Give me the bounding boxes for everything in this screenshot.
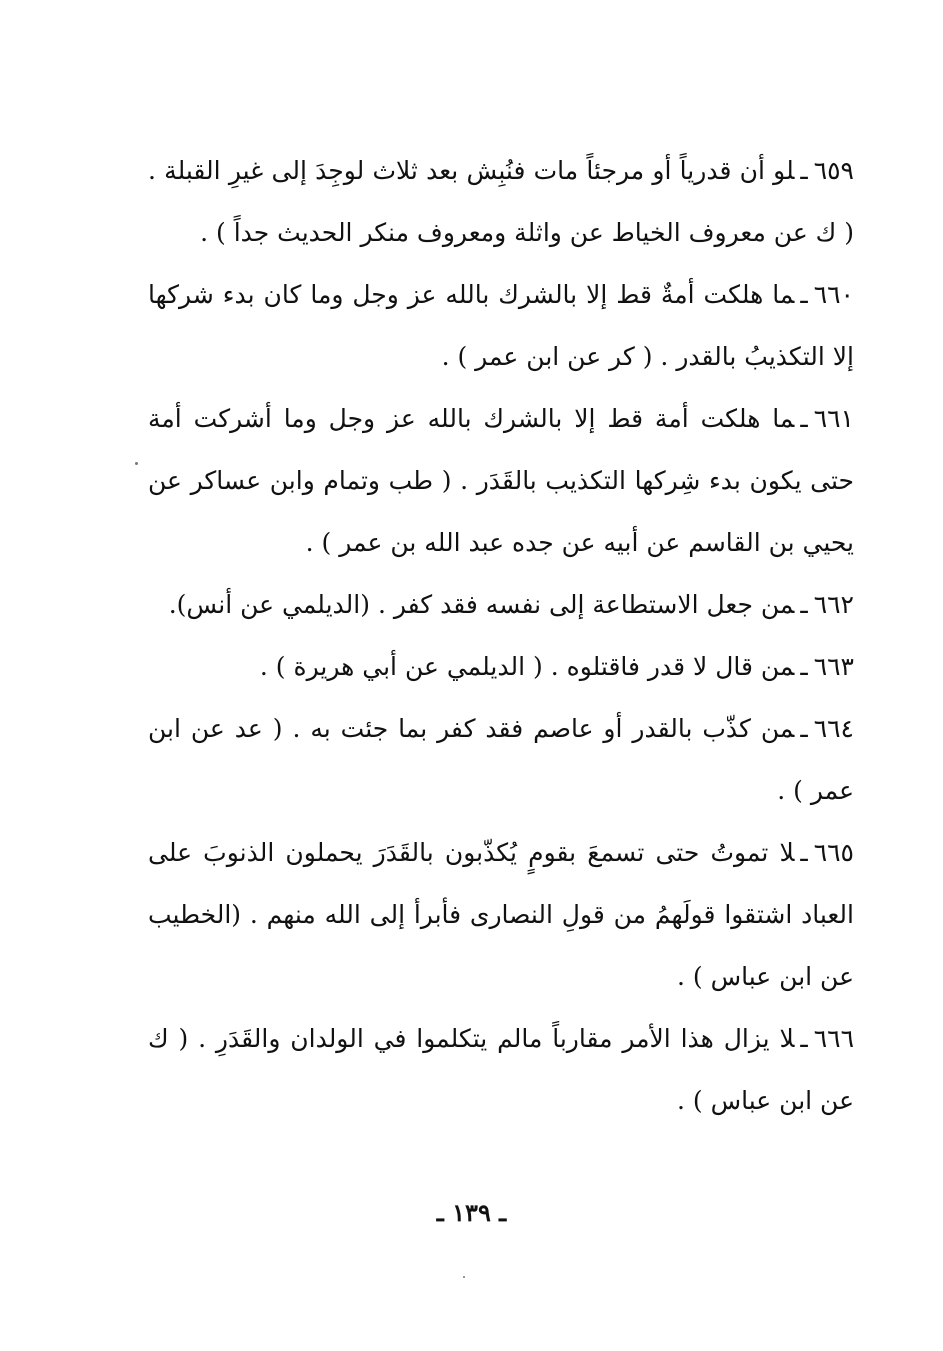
entry-text: من جعل الاستطاعة إلى نفسه فقد كفر . <box>377 590 795 619</box>
entry-number: ٦٥٩ <box>813 156 854 185</box>
entry-number: ٦٦٠ <box>813 280 854 309</box>
entry-number: ٦٦٢ <box>813 590 854 619</box>
entry-separator: ـ <box>800 280 808 309</box>
entry-text: ما هلكت أمةٌ قط إلا بالشرك بالله عز وجل وما كان بدء شركها إلا التكذيبُ بالقدر . <box>148 280 854 371</box>
entry-source: (الخطيب عن ابن عباس ) . <box>148 900 854 991</box>
entry-number: ٦٦٦ <box>813 1024 855 1053</box>
entry-separator: ـ <box>800 156 808 185</box>
entry-text: لو أن قدرياً أو مرجئاً مات فنُبِش بعد ثلاث لوجِدَ إلى غيرِ القبلة . <box>148 156 795 185</box>
hadith-entry-664 <box>148 698 854 822</box>
entry-text: ما هلكت أمة قط إلا بالشرك بالله عز وجل وما أشركت أمة حتى يكون بدء شِركها التكذيب بالقَدَر . <box>148 404 855 495</box>
hadith-entry-666 <box>148 1008 854 1132</box>
hadith-entry-660 <box>148 264 854 388</box>
hadith-entry-665 <box>148 822 854 1008</box>
entry-source: ( عد عن ابن عمر ) . <box>148 714 854 805</box>
entry-source: ( ك عن معروف الخياط عن واثلة ومعروف منكر الحديث جداً ) . <box>200 218 854 247</box>
scan-speck <box>135 462 138 465</box>
page-number: ـ ١٣٩ ـ <box>436 1198 507 1227</box>
entry-text: لا تموتُ حتى تسمعَ بقومٍ يُكذّبون بالقَدَرَ يحملون الذنوبَ على العباد اشتقوا قولَهمُ من قولِ النصارى فأبرأ إلى الله منهم . <box>148 838 854 929</box>
entry-separator: ـ <box>800 838 808 867</box>
entry-source: ( كر عن ابن عمر ) . <box>441 342 653 371</box>
entry-source: ( طب وتمام وابن عساكر عن يحيي بن القاسم عن أبيه عن جده عبد الله بن عمر ) . <box>148 466 854 557</box>
scan-speck <box>463 1276 465 1278</box>
entry-source: (الديلمي عن أنس). <box>168 590 370 619</box>
text-column <box>148 140 854 1132</box>
hadith-entry-659 <box>148 140 854 264</box>
hadith-entry-663 <box>148 636 854 698</box>
entry-number: ٦٦٣ <box>813 652 854 681</box>
entry-number: ٦٦١ <box>813 404 854 433</box>
entry-source: ( الديلمي عن أبي هريرة ) . <box>259 652 543 681</box>
entry-text: لا يزال هذا الأمر مقارباً مالم يتكلموا في الولدان والقَدَرِ . <box>198 1024 795 1053</box>
hadith-entry-661 <box>148 388 854 574</box>
entry-separator: ـ <box>800 404 808 433</box>
entry-separator: ـ <box>800 1024 808 1053</box>
entry-text: من قال لا قدر فاقتلوه . <box>550 652 795 681</box>
hadith-entry-662 <box>148 574 854 636</box>
entry-separator: ـ <box>800 590 808 619</box>
entry-separator: ـ <box>800 652 808 681</box>
entry-separator: ـ <box>800 714 808 743</box>
entry-number: ٦٦٤ <box>813 714 854 743</box>
entry-number: ٦٦٥ <box>813 838 854 867</box>
entry-source: ( ك عن ابن عباس ) . <box>148 1024 854 1115</box>
entry-text: من كذّب بالقدر أو عاصم فقد كفر بما جئت به . <box>292 714 795 743</box>
